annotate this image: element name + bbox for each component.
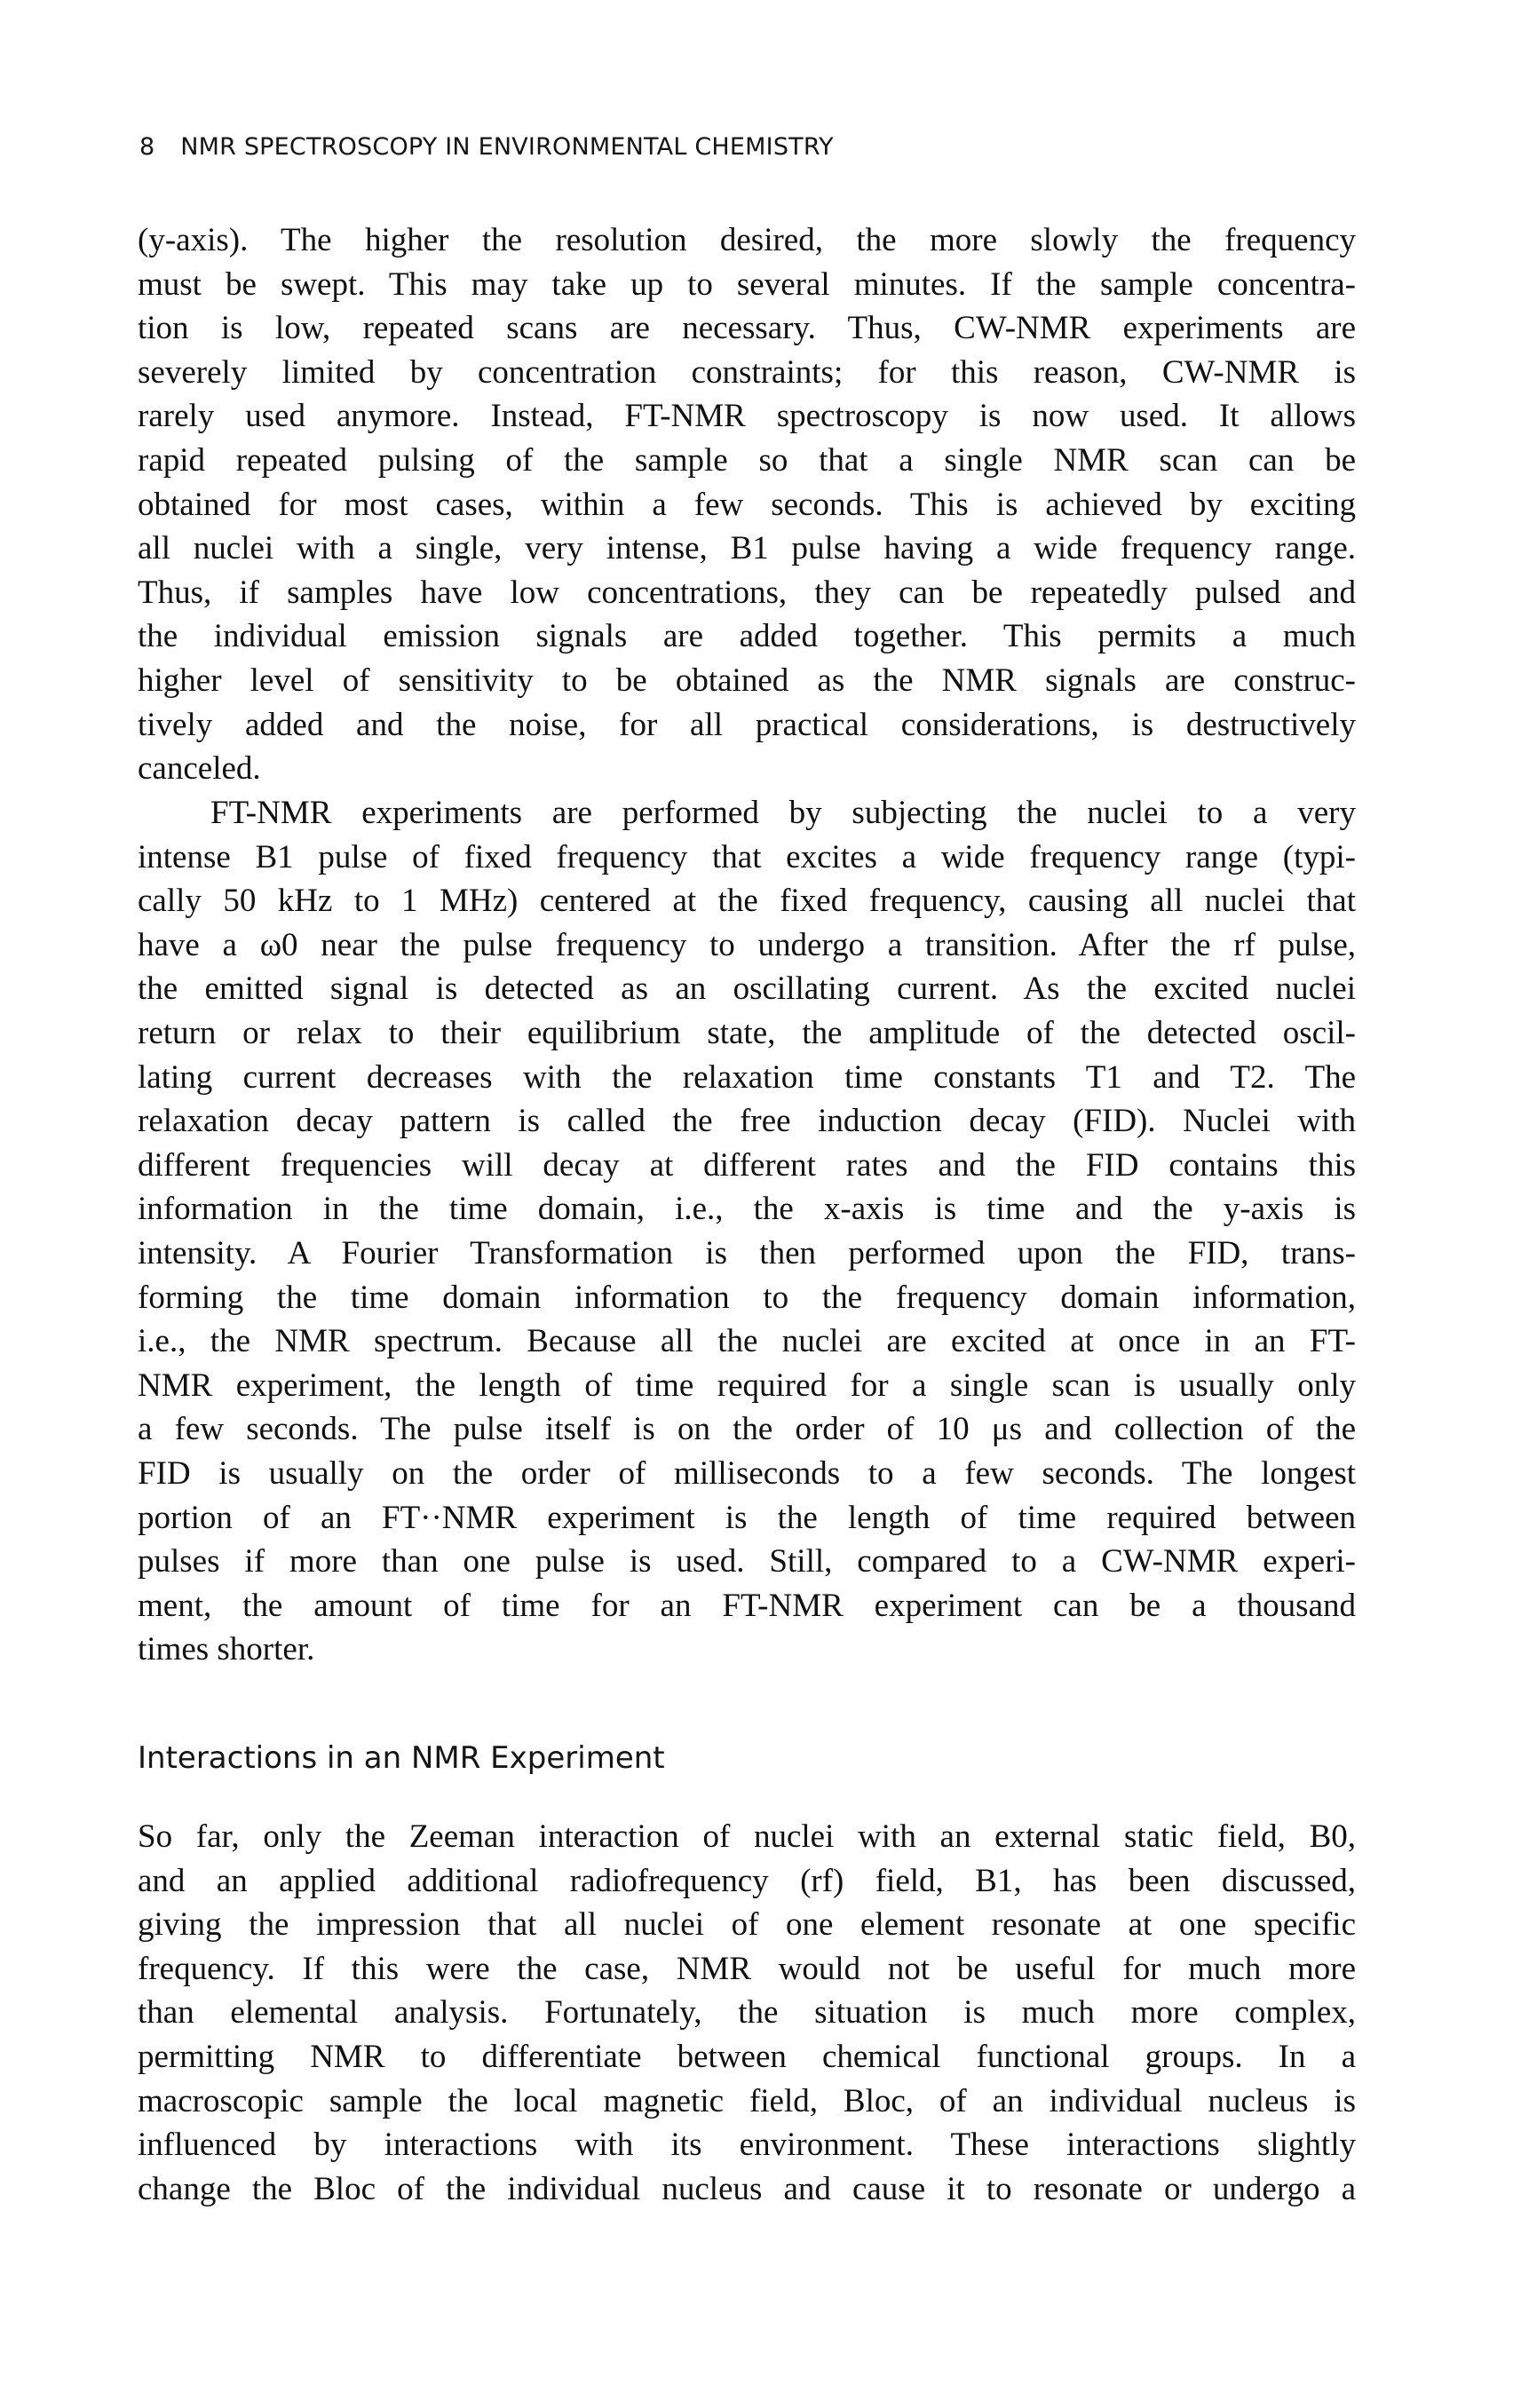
text-line: permitting NMR to differentiate between chemical functional groups. In a bbox=[138, 2038, 1356, 2075]
text-line: i.e., the NMR spectrum. Because all the nuclei are excited at once in an FT- bbox=[138, 1323, 1356, 1360]
text-line: information in the time domain, i.e., the x-axis is time and the y-axis is bbox=[138, 1191, 1356, 1228]
text-line: and an applied additional radiofrequency (rf) field, B1, has been discussed, bbox=[138, 1862, 1356, 1899]
text-line: So far, only the Zeeman interaction of nuclei with an external static field, B0, bbox=[138, 1818, 1356, 1855]
page-number: 8 bbox=[139, 133, 155, 161]
text-line: times shorter. bbox=[138, 1631, 315, 1668]
text-line: obtained for most cases, within a few seconds. This is achieved by exciting bbox=[138, 486, 1356, 523]
text-line: influenced by interactions with its environment. These interactions slightly bbox=[138, 2127, 1356, 2164]
text-line: canceled. bbox=[138, 750, 261, 788]
text-line: portion of an FT··NMR experiment is the length of time required between bbox=[138, 1499, 1356, 1536]
text-line: must be swept. This may take up to several minutes. If the sample concentra- bbox=[138, 265, 1356, 303]
text-line: have a ω0 near the pulse frequency to undergo a transition. After the rf pulse, bbox=[138, 926, 1356, 963]
running-head-title: NMR SPECTROSCOPY IN ENVIRONMENTAL CHEMISTRY bbox=[180, 133, 834, 161]
text-line: (y-axis). The higher the resolution desired, the more slowly the frequency bbox=[138, 222, 1356, 258]
text-line: tion is low, repeated scans are necessary. Thus, CW-NMR experiments are bbox=[138, 310, 1356, 347]
text-line: higher level of sensitivity to be obtained as the NMR signals are construc- bbox=[138, 661, 1356, 699]
section-heading: Interactions in an NMR Experiment bbox=[138, 1740, 665, 1776]
text-line: return or relax to their equilibrium state, the amplitude of the detected oscil- bbox=[138, 1014, 1356, 1051]
paragraph-1 bbox=[138, 218, 1356, 791]
text-line: relaxation decay pattern is called the free induction decay (FID). Nuclei with bbox=[138, 1103, 1356, 1140]
running-head bbox=[139, 133, 834, 161]
text-line: all nuclei with a single, very intense, B1 pulse having a wide frequency range. bbox=[138, 530, 1356, 567]
text-line: forming the time domain information to the frequency domain information, bbox=[138, 1279, 1356, 1316]
text-line: severely limited by concentration constraints; for this reason, CW-NMR is bbox=[138, 353, 1356, 391]
text-line: FID is usually on the order of milliseconds to a few seconds. The longest bbox=[138, 1454, 1356, 1492]
text-line: tively added and the noise, for all practical considerations, is destructively bbox=[138, 706, 1356, 743]
text-line: ment, the amount of time for an FT-NMR experiment can be a thousand bbox=[138, 1587, 1356, 1624]
text-line: different frequencies will decay at different rates and the FID contains this bbox=[138, 1146, 1356, 1184]
text-line: than elemental analysis. Fortunately, the situation is much more complex, bbox=[138, 1994, 1356, 2032]
text-line: macroscopic sample the local magnetic field, Bloc, of an individual nucleus is bbox=[138, 2082, 1356, 2119]
text-line: rapid repeated pulsing of the sample so that a single NMR scan can be bbox=[138, 441, 1356, 479]
text-line: the emitted signal is detected as an oscillating current. As the excited nuclei bbox=[138, 970, 1356, 1008]
text-line: Thus, if samples have low concentrations, they can be repeatedly pulsed and bbox=[138, 574, 1356, 611]
text-line: intense B1 pulse of fixed frequency that excites a wide frequency range (typi- bbox=[138, 838, 1356, 875]
text-line: intensity. A Fourier Transformation is then performed upon the FID, trans- bbox=[138, 1234, 1356, 1271]
text-line: the individual emission signals are added together. This permits a much bbox=[138, 618, 1356, 655]
paragraph-3 bbox=[138, 1815, 1356, 2211]
text-line: change the Bloc of the individual nucleus and cause it to resonate or undergo a bbox=[138, 2170, 1356, 2207]
text-line: pulses if more than one pulse is used. Still, compared to a CW-NMR experi- bbox=[138, 1543, 1356, 1580]
text-line: rarely used anymore. Instead, FT-NMR spectroscopy is now used. It allows bbox=[138, 398, 1356, 435]
paragraph-2 bbox=[138, 791, 1356, 1672]
text-line: giving the impression that all nuclei of one element resonate at one specific bbox=[138, 1906, 1356, 1944]
text-line: cally 50 kHz to 1 MHz) centered at the fixed frequency, causing all nuclei that bbox=[138, 883, 1356, 920]
text-line: lating current decreases with the relaxation time constants T1 and T2. The bbox=[138, 1058, 1356, 1096]
text-line: NMR experiment, the length of time required for a single scan is usually only bbox=[138, 1366, 1356, 1404]
text-line: frequency. If this were the case, NMR would not be useful for much more bbox=[138, 1950, 1356, 1987]
text-line: FT-NMR experiments are performed by subjecting the nuclei to a very bbox=[210, 795, 1356, 831]
text-line: a few seconds. The pulse itself is on the order of 10 μs and collection of the bbox=[138, 1411, 1356, 1448]
